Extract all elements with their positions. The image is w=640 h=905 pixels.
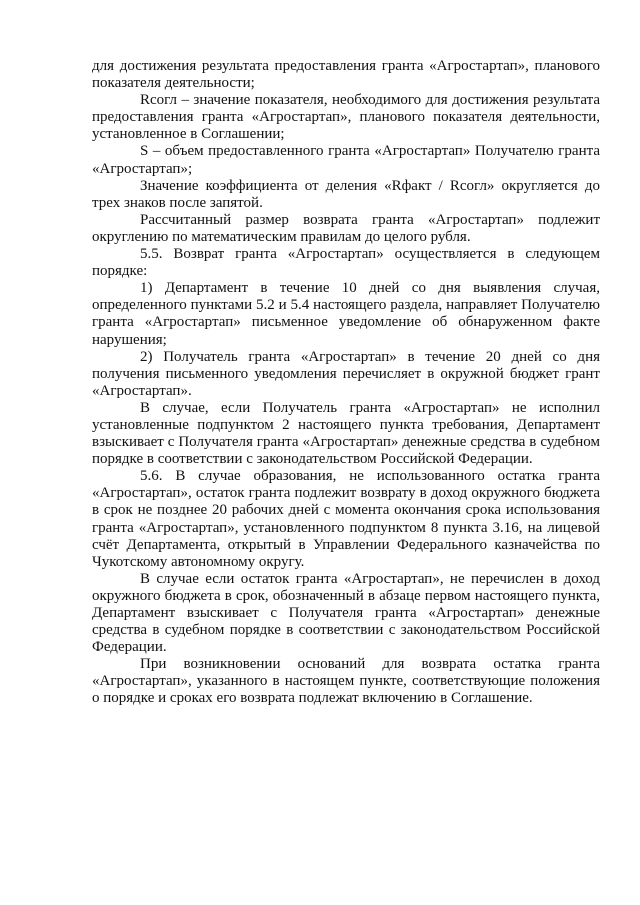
paragraph-5-5: 5.5. Возврат гранта «Агростартап» осуществляется в следующем порядке:: [92, 246, 600, 280]
paragraph-5-6-agreement: При возникновении оснований для возврата остатка гранта «Агростартап», указанного в настоящем пункте, соответствующие положения о порядке и сроках его возврата подлежат включению в Соглашение.: [92, 656, 600, 707]
paragraph-5-6: 5.6. В случае образования, не использованного остатка гранта «Агростартап», остаток гранта подлежит возврату в доход окружного бюджета в срок не позднее 20 рабочих дней с момента окончания срока использования гранта «Агростартап», установленного подпунктом 8 пункта 3.16, на лицевой счёт Департамента, открытый в Управлении Федерального казначейства по Чукотскому автономному округу.: [92, 468, 600, 570]
paragraph-rsogl-definition: Rсогл – значение показателя, необходимого для достижения результата предоставления гранта «Агростартап», планового показателя деятельности, установленное в Соглашении;: [92, 92, 600, 143]
paragraph-5-5-item-1: 1) Департамент в течение 10 дней со дня выявления случая, определенного пунктами 5.2 и 5.4 настоящего раздела, направляет Получателю гранта «Агростартап» письменное уведомление об обнаруженном факте нарушения;: [92, 280, 600, 348]
paragraph-5-5-enforcement: В случае, если Получатель гранта «Агростартап» не исполнил установленные подпунктом 2 настоящего пункта требования, Департамент взыскивает с Получателя гранта «Агростартап» денежные средства в судебном порядке в соответствии с законодательством Российской Федерации.: [92, 399, 600, 468]
paragraph-s-definition: S – объем предоставленного гранта «Агростартап» Получателю гранта «Агростартап»;: [92, 143, 600, 177]
document-page: [92, 58, 600, 708]
paragraph-5-6-enforcement: В случае если остаток гранта «Агростартап», не перечислен в доход окружного бюджета в срок, обозначенный в абзаце первом настоящего пункта, Департамент взыскивает с Получателя гранта «Агростартап» денежные средства в судебном порядке в соответствии с законодательством Российской Федерации.: [92, 570, 600, 656]
paragraph-refund-rounding: Рассчитанный размер возврата гранта «Агростартап» подлежит округлению по математическим правилам до целого рубля.: [92, 211, 600, 245]
paragraph-5-5-item-2: 2) Получатель гранта «Агростартап» в течение 20 дней со дня получения письменного уведомления перечисляет в окружной бюджет грант «Агростартап».: [92, 348, 600, 399]
paragraph-continuation: для достижения результата предоставления гранта «Агростартап», планового показателя деятельности;: [92, 58, 600, 92]
paragraph-coefficient-rounding: Значение коэффициента от деления «Rфакт / Rсогл» округляется до трех знаков после запятой.: [92, 177, 600, 211]
